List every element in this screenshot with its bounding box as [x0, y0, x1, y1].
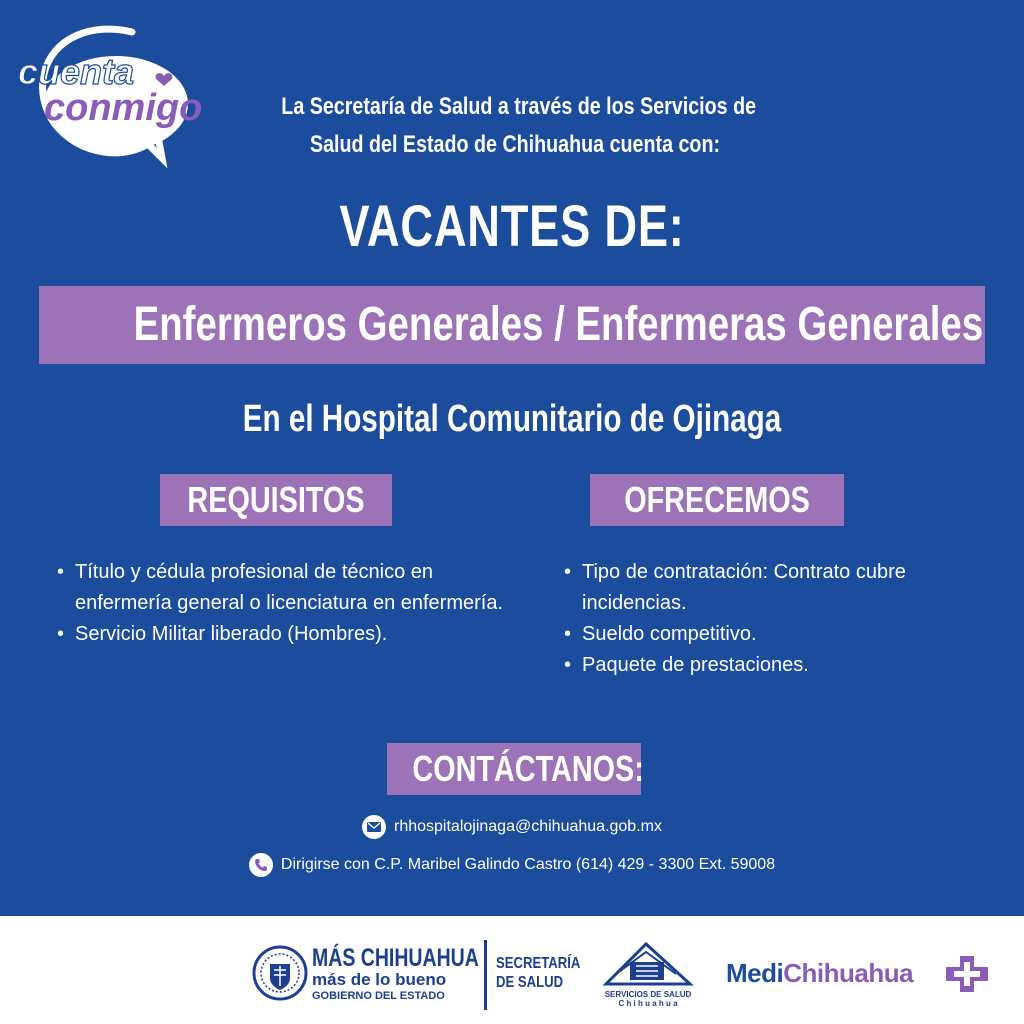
headline: VACANTES DE:: [339, 194, 685, 259]
medi-part1: Medi: [726, 958, 784, 988]
servicios-salud-label: [600, 990, 696, 1008]
medical-cross-icon: [944, 954, 990, 994]
footer-divider: [484, 940, 487, 1010]
gov-entity: GOBIERNO DEL ESTADO: [312, 990, 445, 1002]
intro-text: [281, 88, 757, 164]
sss-line2: C h i h u a h u a: [618, 999, 678, 1008]
position-title: Enfermeros Generales / Enfermeras Generales: [133, 298, 984, 351]
medichihuahua-logo: [726, 958, 913, 988]
medi-part2: Chihuahua: [783, 958, 914, 988]
ofrecemos-list: [564, 557, 994, 681]
requisitos-list: [57, 557, 527, 650]
list-item: • Título y cédula profesional de técnico en enfermería general o licenciatura en enfermería.: [57, 557, 527, 619]
contact-phone: Dirigirse con C.P. Maribel Galindo Castro (614) 429 - 3300 Ext. 59008: [280, 856, 776, 873]
sss-line1: SERVICIOS DE SALUD: [604, 990, 692, 999]
contactanos-title: CONTÁCTANOS:: [412, 748, 644, 789]
phone-icon: [249, 853, 273, 877]
ofrecemos-title: OFRECEMOS: [624, 479, 810, 520]
contact-email-row: [0, 814, 1024, 841]
footer-logos: [0, 916, 1024, 1024]
list-item: • Sueldo competitivo.: [564, 619, 994, 650]
secretaria-line1: SECRETARÍA: [496, 955, 581, 972]
list-item: • Servicio Militar liberado (Hombres).: [57, 619, 527, 650]
list-item: • Tipo de contratación: Contrato cubre incidencias.: [564, 557, 994, 619]
hospital-name: En el Hospital Comunitario de Ojinaga: [242, 398, 782, 440]
intro-line2: Salud del Estado de Chihuahua cuenta con:: [309, 131, 721, 158]
contact-email[interactable]: rhhospitalojinaga@chihuahua.gob.mx: [394, 818, 662, 835]
list-item: • Paquete de prestaciones.: [564, 650, 994, 681]
gobierno-logo: [312, 944, 479, 1003]
contact-phone-row: [0, 852, 1024, 881]
gov-title: MÁS CHIHUAHUA: [312, 944, 479, 972]
intro-line1: La Secretaría de Salud a través de los Servicios de: [281, 93, 757, 120]
mail-icon: [362, 815, 386, 839]
requisitos-tag: [160, 474, 392, 526]
state-seal-icon: [252, 944, 308, 1002]
logo-line1: cuenta: [18, 51, 135, 92]
secretaria-line2: DE SALUD: [496, 974, 564, 991]
ofrecemos-tag: [590, 474, 844, 526]
logo-line2: conmigo: [44, 87, 203, 129]
requisitos-title: REQUISITOS: [187, 479, 365, 520]
secretaria-logo: [496, 954, 580, 992]
contactanos-tag: [387, 743, 644, 795]
position-banner: [39, 286, 985, 364]
cuenta-conmigo-logo: [12, 18, 222, 168]
gov-slogan: más de lo bueno: [312, 970, 447, 989]
